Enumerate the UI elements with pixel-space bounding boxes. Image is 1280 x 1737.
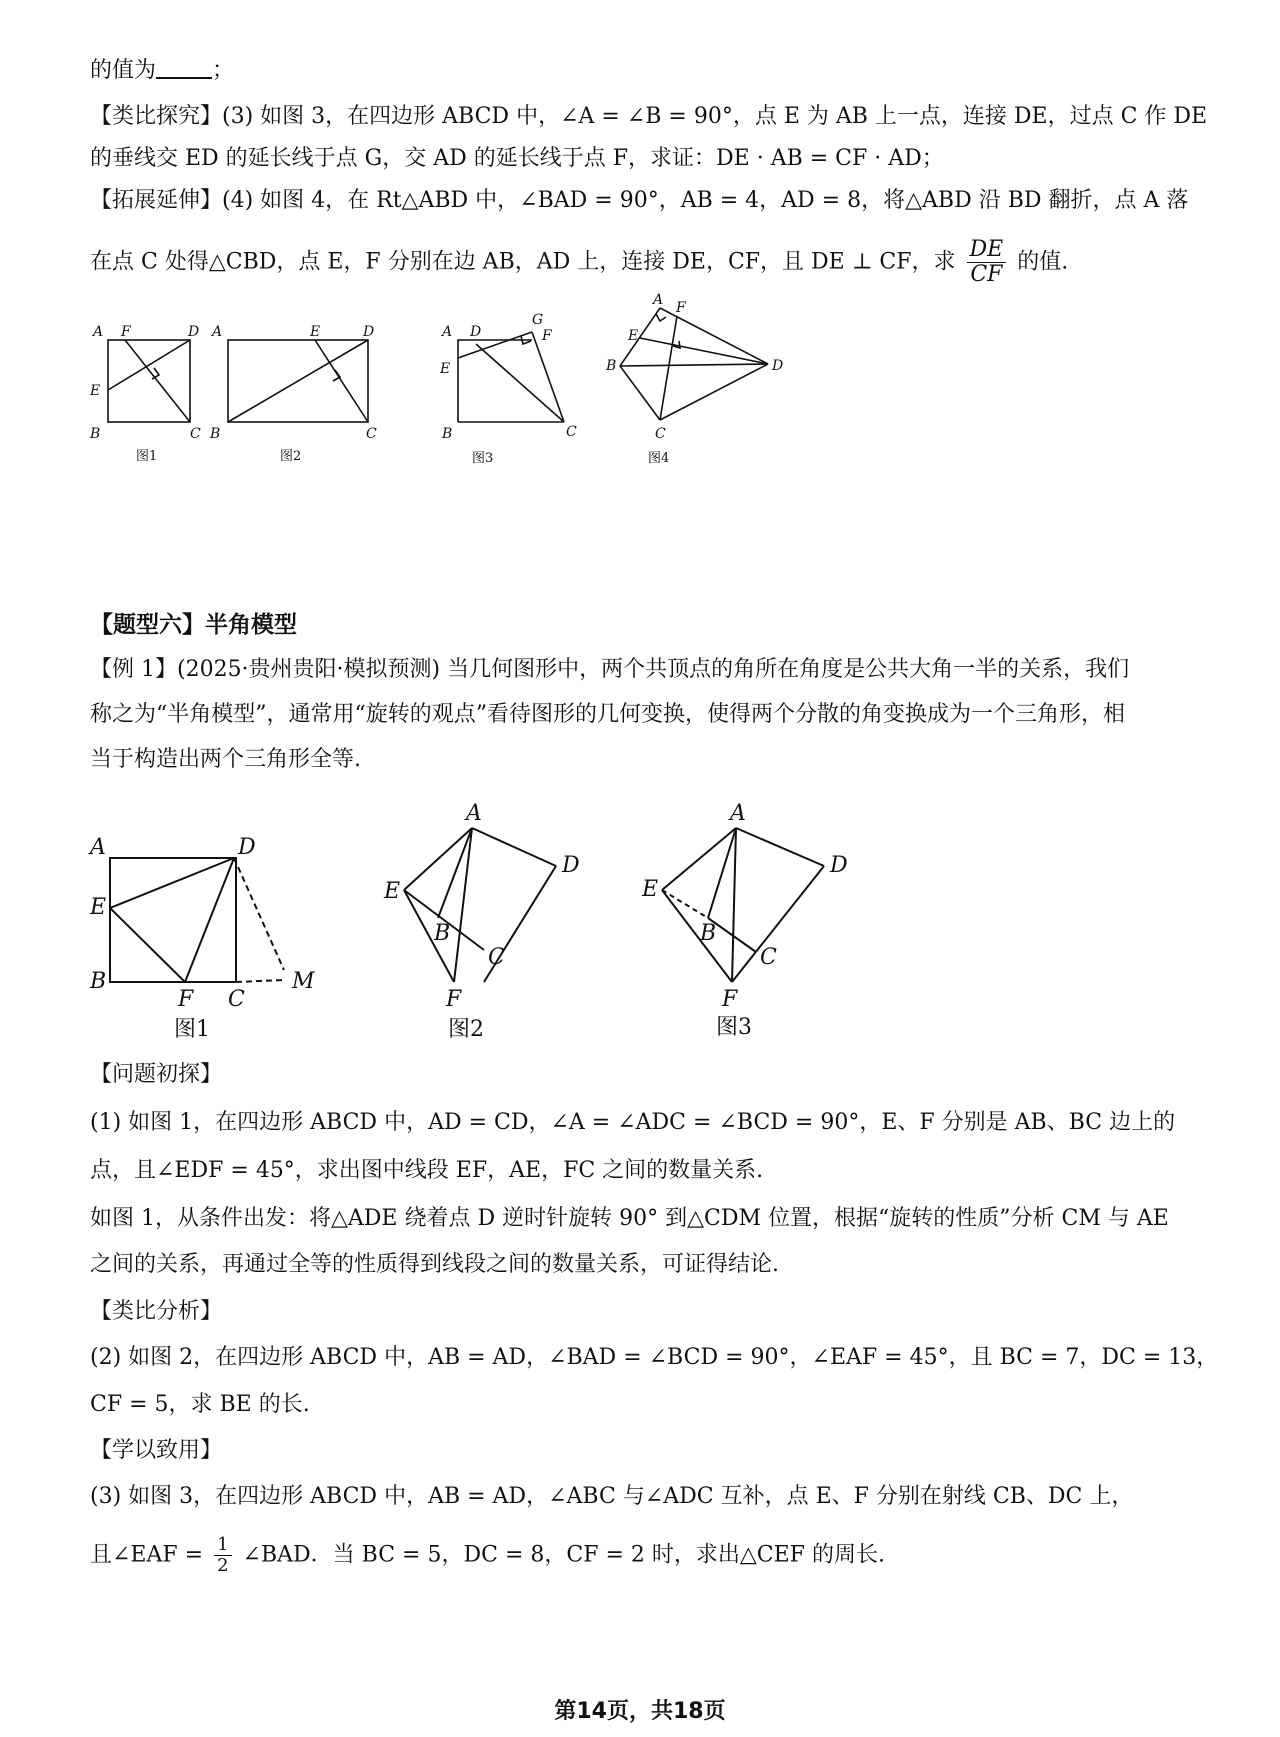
m-fig2-label-a: A [466, 801, 482, 826]
fig3-caption: 图3 [472, 451, 494, 466]
m-fig1-label-b: B [90, 969, 107, 994]
fig3-label-g: G [532, 312, 544, 328]
m-fig1-line-ef [110, 908, 185, 982]
m-fig3-line-df [732, 866, 824, 982]
fig4-line-cd [660, 364, 768, 420]
m-fig1-label-a: A [90, 835, 106, 860]
fig1-line-ed [108, 340, 190, 390]
m-fig3-label-d: D [830, 853, 848, 878]
fig2-caption: 图2 [280, 449, 302, 464]
page-footer: 第14页，共18页 [554, 1699, 726, 1724]
fig1-caption: 图1 [136, 449, 158, 464]
fig1-right-angle [152, 368, 159, 379]
fig4-line-ab [620, 308, 660, 366]
fig3-label-c: C [566, 424, 577, 440]
text-line-fraction [90, 1535, 885, 1576]
text-line: 【拓展延伸】(4) 如图 4，在 Rt△ABD 中，∠BAD = 90°，AB = 4，AD = 8，将△ABD 沿 BD 翻折，点 A 落 [90, 188, 1189, 213]
m-fig3-line-eb [662, 890, 708, 918]
fig4-line-bd [620, 364, 768, 366]
m-fig2-label-c: C [488, 945, 505, 970]
fraction-one-half [214, 1535, 231, 1576]
fig1-line-fc [125, 340, 190, 422]
m-fig3-line-ef [662, 890, 732, 982]
text-line: 之间的关系，再通过全等的性质得到线段之间的数量关系，可证得结论. [90, 1252, 779, 1277]
fig4-line-fc [660, 316, 677, 420]
text-line-answer-blank [90, 56, 234, 86]
text: 且∠EAF = [90, 1542, 204, 1568]
fig1-label-f: F [121, 324, 131, 340]
text-line: 【类比探究】(3) 如图 3，在四边形 ABCD 中，∠A = ∠B = 90°，点 E 为 AB 上一点，连接 DE，过点 C 作 DE [90, 104, 1208, 129]
m-fig1-line-cm [236, 980, 284, 982]
fig4-right-angle-a [656, 314, 666, 321]
text-line-subheading: 【类比分析】 [90, 1299, 223, 1324]
m-fig2-label-f: F [446, 987, 462, 1012]
fraction-denominator: 2 [217, 1555, 229, 1576]
fraction-numerator: 1 [214, 1535, 231, 1556]
text-line: 当于构造出两个三角形全等. [90, 747, 361, 772]
m-fig2-label-d: D [562, 853, 580, 878]
m-fig1-label-m: M [292, 969, 315, 994]
text: ∠BAD．当 BC = 5，DC = 8，CF = 2 时，求出△CEF 的周长. [242, 1542, 885, 1568]
fig4-label-c: C [655, 426, 666, 442]
fig4-line-bc [620, 366, 660, 420]
fig2-line-ec [315, 340, 368, 422]
m-fig3-label-e: E [642, 877, 659, 902]
fig2-label-d: D [363, 324, 375, 340]
m-fig1-square [110, 858, 236, 982]
m-fig3-label-f: F [722, 987, 738, 1012]
text: 的值. [1017, 249, 1069, 275]
fig2-line-bd [228, 340, 368, 422]
answer-blank [156, 57, 212, 79]
text-line-fraction [90, 238, 1068, 287]
m-fig2-caption: 图2 [448, 1017, 484, 1042]
fig4-label-a: A [653, 292, 664, 308]
text-line: CF = 5，求 BE 的长. [90, 1392, 310, 1417]
fig1-label-b: B [90, 426, 101, 442]
m-fig3-line-ae [662, 828, 736, 890]
section-heading: 【题型六】半角模型 [90, 612, 297, 638]
m-fig1-label-f: F [178, 987, 194, 1012]
fig1-label-e: E [90, 383, 101, 399]
m-fig1-label-c: C [228, 987, 245, 1012]
m-fig1-label-d: D [238, 835, 256, 860]
mid-figures [80, 790, 880, 1050]
m-fig3-line-ab [708, 828, 736, 918]
m-fig2-line-ad [472, 828, 556, 866]
fig4-label-b: B [606, 358, 617, 374]
fig2-label-c: C [366, 426, 377, 442]
fig2-label-a: A [212, 324, 223, 340]
text-line: 【例 1】(2025·贵州贵阳·模拟预测) 当几何图形中，两个共顶点的角所在角度是公共大角一半的关系，我们 [90, 657, 1130, 682]
m-fig2-label-b: B [434, 921, 451, 946]
m-fig1-caption: 图1 [174, 1017, 210, 1042]
text-line: (2) 如图 2，在四边形 ABCD 中，AB = AD，∠BAD = ∠BCD = 90°，∠EAF = 45°，且 BC = 7，DC = 13， [90, 1345, 1219, 1370]
text-line: (1) 如图 1，在四边形 ABCD 中，AD = CD，∠A = ∠ADC = ∠BCD = 90°，E、F 分别是 AB、BC 边上的 [90, 1110, 1176, 1135]
m-fig3-line-ad [736, 828, 824, 866]
text-line-subheading: 【学以致用】 [90, 1438, 223, 1463]
fig3-sides [458, 340, 474, 422]
fig2-label-e: E [310, 324, 321, 340]
fig1-label-c: C [190, 426, 201, 442]
fraction-denominator: CF [970, 262, 1003, 287]
text: 的值为 [90, 58, 157, 83]
fig2-label-b: B [210, 426, 221, 442]
fig4-caption: 图4 [648, 451, 670, 466]
text-line-subheading: 【问题初探】 [90, 1062, 223, 1087]
fraction-de-cf [967, 238, 1007, 287]
fig1-label-d: D [188, 324, 200, 340]
fig3-label-d: D [470, 324, 482, 340]
m-fig3-caption: 图3 [716, 1015, 752, 1040]
m-fig2-label-e: E [384, 879, 401, 904]
text-line: 如图 1，从条件出发：将△ADE 绕着点 D 逆时针旋转 90° 到△CDM 位置，根据“旋转的性质”分析 CM 与 AE [90, 1206, 1169, 1231]
fig3-label-e: E [440, 361, 451, 377]
text-line: 称之为“半角模型”，通常用“旋转的观点”看待图形的几何变换，使得两个分散的角变换成为一个三角形，相 [90, 702, 1125, 727]
fig4-line-ed [640, 338, 768, 364]
fig4-label-e: E [628, 328, 639, 344]
fig1-label-a: A [93, 324, 104, 340]
fig4-label-d: D [772, 358, 784, 374]
m-fig3-label-b: B [700, 921, 717, 946]
fig3-label-f: F [542, 328, 552, 344]
fig4-label-f: F [676, 300, 686, 316]
fig1-square [108, 340, 190, 422]
top-figures [80, 292, 800, 518]
m-fig3-label-a: A [730, 801, 746, 826]
m-fig1-label-e: E [90, 895, 107, 920]
fraction-numerator: DE [967, 238, 1007, 263]
fig3-label-a: A [442, 324, 453, 340]
m-fig2-line-ae [404, 828, 472, 890]
text: 在点 C 处得△CBD，点 E，F 分别在边 AB，AD 上，连接 DE，CF，且 DE ⊥ CF，求 [90, 249, 956, 275]
m-fig1-line-fd [185, 858, 234, 982]
m-fig3-label-c: C [760, 945, 777, 970]
m-fig3-line-af [732, 828, 736, 982]
text-line: 的垂线交 ED 的延长线于点 G，交 AD 的延长线于点 F，求证：DE · AB = CF · AD； [90, 146, 944, 171]
fig3-label-b: B [442, 426, 453, 442]
text-line: 点，且∠EDF = 45°，求出图中线段 EF，AE，FC 之间的数量关系. [90, 1158, 764, 1183]
text-line: (3) 如图 3，在四边形 ABCD 中，AB = AD，∠ABC 与∠ADC 互补，点 E、F 分别在射线 CB、DC 上， [90, 1484, 1134, 1509]
fig2-right-angle [333, 370, 340, 381]
m-fig1-line-ed [110, 858, 234, 908]
m-fig1-line-dm [234, 858, 284, 970]
text: ； [212, 58, 235, 83]
